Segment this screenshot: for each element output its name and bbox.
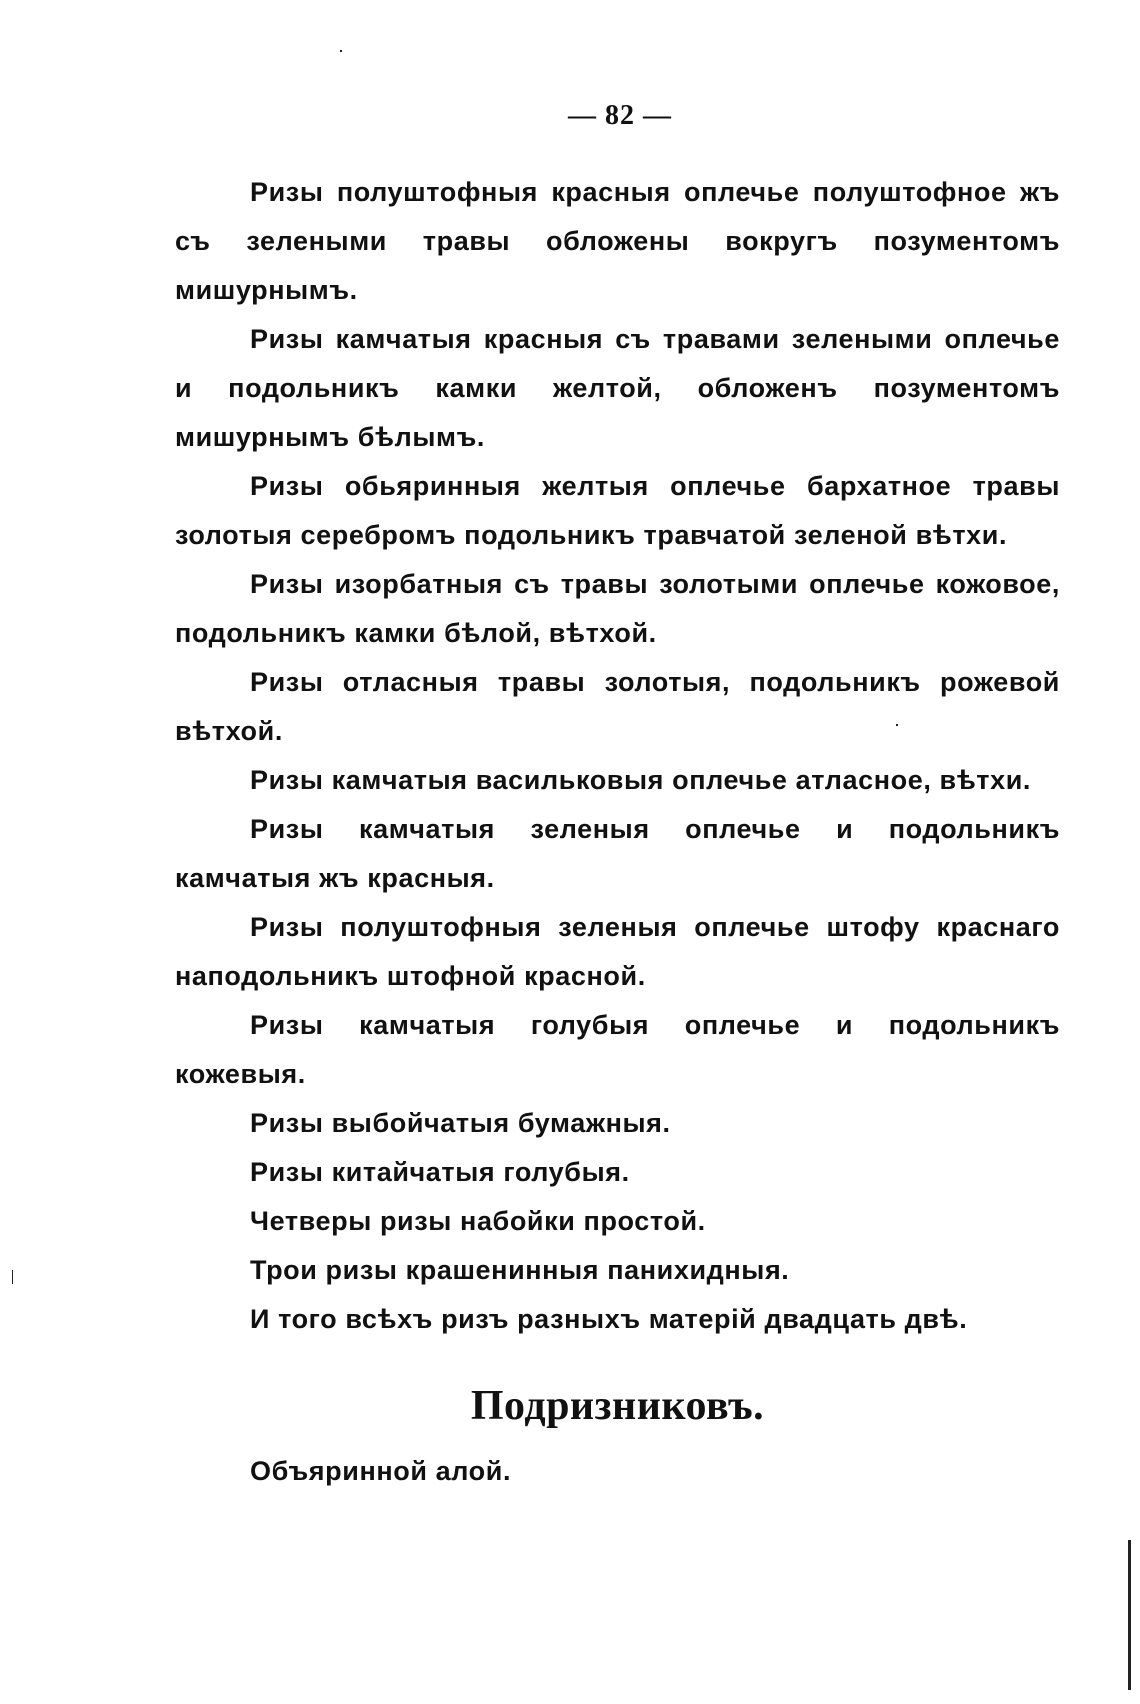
paragraph: Ризы камчатыя васильковыя оплечье атласное, вѣтхи.	[250, 765, 1032, 795]
page-number: — 82 —	[568, 100, 672, 131]
paragraph: И того всѣхъ ризъ разныхъ матерій двадцать двѣ.	[250, 1304, 968, 1334]
paragraph: Ризы полуштофныя красныя оплечье полуштофное жъ съ зелеными травы обложены вокругъ позументомъ мишурнымъ.	[175, 177, 1060, 305]
scan-speck	[896, 724, 898, 726]
section-heading: Подризниковъ.	[470, 1383, 765, 1429]
paragraph: Ризы полуштофныя зеленыя оплечье штофу краснаго наподольникъ штофной красной.	[175, 912, 1060, 991]
body-text	[175, 168, 1060, 1344]
paragraph: Ризы изорбатныя съ травы золотыми оплечье кожовое, подольникъ камки бѣлой, вѣтхой.	[175, 569, 1060, 648]
paragraph: Трои ризы крашенинныя панихидныя.	[250, 1255, 790, 1285]
paragraph: Ризы камчатыя голубыя оплечье и подольникъ кожевыя.	[175, 1010, 1060, 1089]
paragraph: Ризы выбойчатыя бумажныя.	[250, 1108, 671, 1138]
paragraph: Ризы камчатыя зеленыя оплечье и подольникъ камчатыя жъ красныя.	[175, 814, 1060, 893]
paragraph: Четверы ризы набойки простой.	[250, 1206, 706, 1236]
paragraph: Ризы китайчатыя голубыя.	[250, 1157, 630, 1187]
closing-line: Объяринной алой.	[250, 1456, 512, 1486]
scan-speck	[12, 1270, 13, 1284]
paragraph: Ризы обьяринныя желтыя оплечье бархатное травы золотыя серебромъ подольникъ травчатой зеленой вѣтхи.	[175, 471, 1060, 550]
scan-speck	[340, 50, 342, 52]
paragraph: Ризы отласныя травы золотыя, подольникъ рожевой вѣтхой.	[175, 667, 1060, 746]
scan-edge-mark	[1128, 1540, 1131, 1690]
paragraph: Ризы камчатыя красныя съ травами зелеными оплечье и подольникъ камки желтой, обложенъ позументомъ мишурнымъ бѣлымъ.	[175, 324, 1060, 452]
